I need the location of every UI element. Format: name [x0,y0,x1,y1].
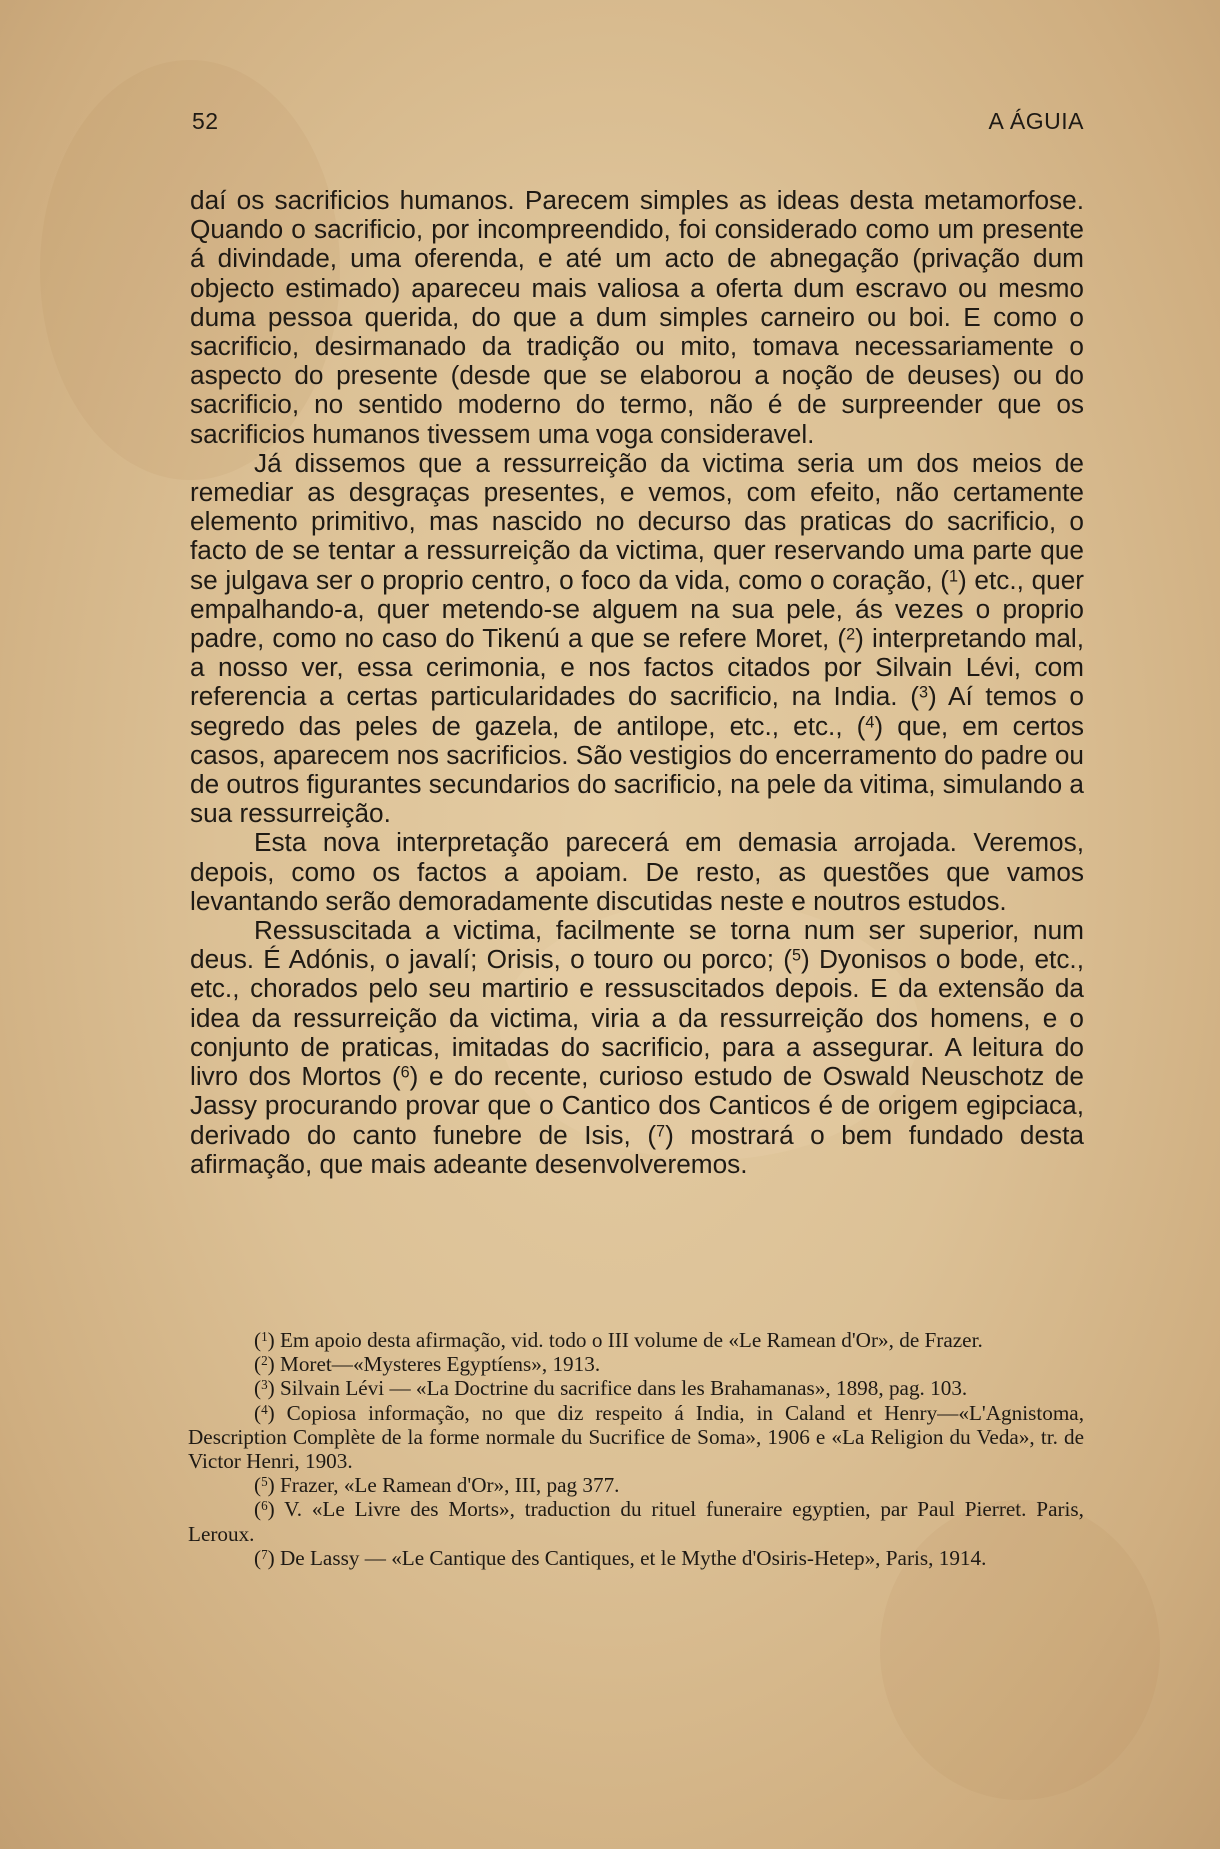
journal-title: A ÁGUIA [988,108,1084,134]
footnote-number: 1 [261,1329,268,1345]
footnote-number: 7 [261,1546,268,1562]
footnote-number: 6 [261,1498,268,1514]
paragraph-text: Já dissemos que a ressurreição da victima seria um dos meios de remediar as desgraças presentes, e vemos, com efeito, não certamente elemento primitivo, mas nascido no decurso das praticas do sacrificio, o facto de se tentar a ressurreição da victima, quer reservando uma parte que se julgava ser o proprio centro, o foco da vida, como o coração, ( [190,447,1084,595]
paragraph-text: ) Dyonisos o bode, etc., etc., chorados pelo seu martirio e ressuscitados depois. E da extensão da idea da ressurreição da victima, viria a da ressurreição dos homens, e o conjunto de praticas, imitadas do sacrificio, para a assegurar. A leitura do livro dos Mortos ( [190,944,1084,1092]
footnote-text: Silvain Lévi — «La Doctrine du sacrifice dans les Brahamanas», 1898, pag. 103. [279,1376,968,1401]
paragraph-text: Esta nova interpretação parecerá em demasia arrojada. Veremos, depois, como os factos a apoiam. De resto, as questões que vamos levantando serão demoradamente discutidas neste e noutros estudos. [190,827,1084,916]
footnote: ($^6$) V. «Le Livre des Morts», traduction du rituel funeraire egyptien, par Paul Pierret. Paris, Leroux. [188,1497,1084,1546]
footnote-text: Moret—«Mysteres Egyptíens», 1913. [279,1352,601,1377]
footnote-reference: 7 [656,1122,666,1141]
body-paragraph [190,828,1084,916]
footnote: ($^3$) Silvain Lévi — «La Doctrine du sacrifice dans les Brahamanas», 1898, pag. 103. [254,1376,968,1401]
footnote-number: 5 [261,1474,268,1490]
paragraph-text: Ressuscitada a victima, facilmente se torna num ser superior, num deus. É Adónis, o javalí; Orisis, o touro ou porco; ( [190,915,1084,975]
footnote-number: 3 [261,1377,268,1393]
footnote-text: Frazer, «Le Ramean d'Or», III, pag 377. [279,1473,620,1498]
footnotes [188,1328,1084,1570]
paragraph-text: ) mostrará o bem fundado desta afirmação, que mais adeante desenvolveremos. [190,1119,1084,1179]
footnote-number: 4 [261,1401,268,1417]
body-paragraph [190,916,1084,1179]
footnote: ($^1$) Em apoio desta afirmação, vid. todo o III volume de «Le Ramean d'Or», de Frazer. [254,1328,983,1352]
paragraph-text: daí os sacrificios humanos. Parecem simples as ideas desta metamorfose. Quando o sacrificio, por incompreendido, foi considerado como um presente á divindade, uma oferenda, e até um acto de abnegação (privação dum objecto estimado) apareceu mais valiosa a oferta dum escravo ou mesmo duma pessoa querida, do que a dum simples carneiro ou boi. E como o sacrificio, desirmanado da tradição ou mito, tomava necessariamente o aspecto do presente (desde que se elaborou a noção de deuses) ou do sacrificio, no sentido moderno do termo, não é de surpreender que os sacrificios humanos tivessem uma voga consideravel. [190,185,1084,449]
footnote-reference: 4 [865,713,875,732]
footnote-reference: 1 [949,567,959,586]
footnote-text: Em apoio desta afirmação, vid. todo o III volume de «Le Ramean d'Or», de Frazer. [279,1328,983,1352]
page-number: 52 [192,108,219,134]
paragraph-text: ) etc., quer empalhando-a, quer metendo-se alguem na sua pele, ás vezes o proprio padre, como no caso do Tikenú a que se refere Moret, ( [190,564,1084,654]
paragraph-text: ) e do recente, curioso estudo de Oswald Neuschotz de Jassy procurando provar que o Cantico dos Canticos é de origem egipciaca, derivado do canto funebre de Isis, ( [190,1061,1084,1150]
footnote: ($^4$) Copiosa informação, no que diz respeito á India, in Caland et Henry—«L'Agnistoma, Description Complète de la forme normale du Sucrifice de Soma», 1906 e «La Religion du Veda», tr. de Victor Henri, 1903. [188,1400,1084,1474]
footnote-text: V. «Le Livre des Morts», traduction du rituel funeraire egyptien, par Paul Pierret. Paris, Leroux. [188,1497,1084,1546]
footnote-reference: 5 [791,946,801,965]
main-text [190,186,1084,1179]
footnote: ($^5$) Frazer, «Le Ramean d'Or», III, pag 377. [254,1473,620,1498]
footnote: ($^2$) Moret—«Mysteres Egyptíens», 1913. [254,1352,601,1377]
footnote-reference: 6 [400,1063,410,1082]
body-paragraph [190,449,1084,829]
paragraph-text: ) Aí temos o segredo das peles de gazela, de antilope, etc., etc., ( [190,681,1084,741]
body-paragraph [190,186,1084,449]
running-head [192,108,1084,138]
footnote-reference: 3 [918,684,928,703]
footnote: ($^7$) De Lassy — «Le Cantique des Cantiques, et le Mythe d'Osiris-Hetep», Paris, 1914. [254,1545,987,1570]
footnote-number: 2 [261,1353,268,1369]
footnote-text: Copiosa informação, no que diz respeito á India, in Caland et Henry—«L'Agnistoma, Description Complète de la forme normale du Sucrifice de Soma», 1906 e «La Religion du Veda», tr. de Victor Henri, 1903. [188,1400,1084,1474]
footnote-reference: 2 [846,625,856,644]
paragraph-text: ) interpretando mal, a nosso ver, essa cerimonia, e nos factos citados por Silvain Lévi, com referencia a certas particularidades do sacrificio, na India. ( [190,623,1084,712]
footnote-text: De Lassy — «Le Cantique des Cantiques, et le Mythe d'Osiris-Hetep», Paris, 1914. [279,1545,987,1570]
paragraph-text: ) que, em certos casos, aparecem nos sacrificios. São vestigios do encerramento do padre ou de outros figurantes secundarios do sacrificio, na pele da vitima, simulando a sua ressurreição. [190,710,1084,829]
